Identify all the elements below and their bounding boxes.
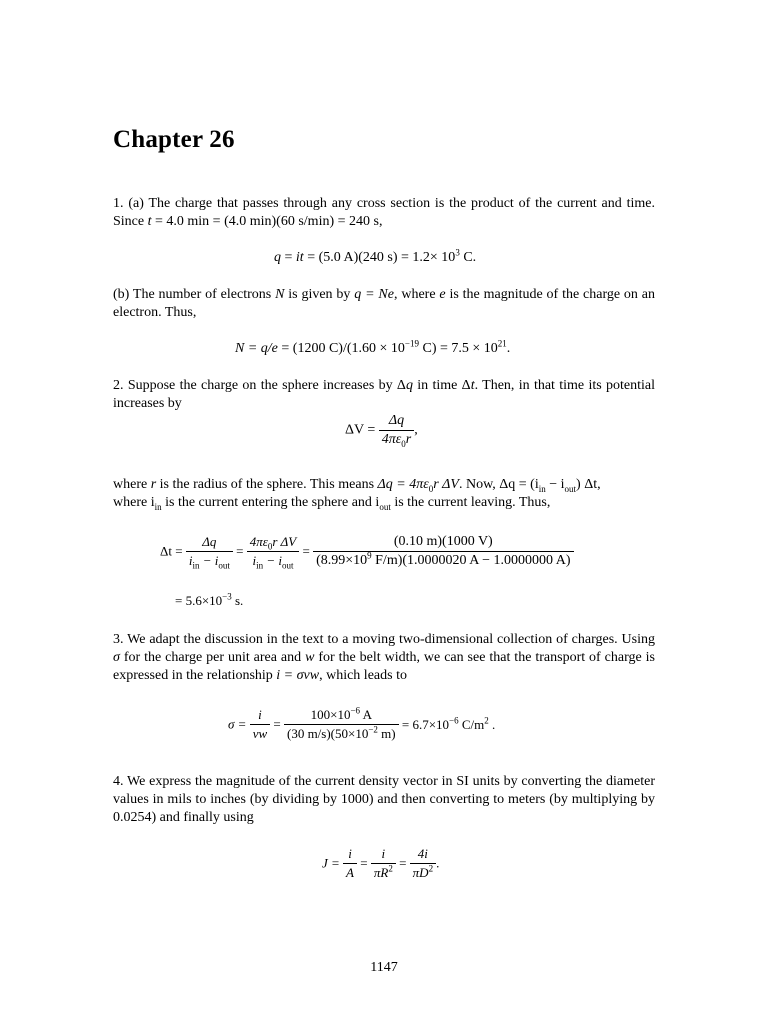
equation-time-result: = $5.6\times 10^{-3}$ s.: [175, 591, 244, 608]
problem-1a-text: 1. (a) The charge that passes through any cross section is the product of the current and time. Since t = 4.0 min = (4.0 min)(60 s/min) = 240 s,: [113, 196, 655, 229]
equation-current-density: J = $\frac{i}{A}$ = $\frac{i}{\pi R^2}$ = $\frac{4i}{\pi D^2}$ .: [322, 846, 440, 880]
equation-electrons: N = q/e = (1200 $C)/(1.60 \times 10^{-19}$ $C) = 7.5 \times 10^{21}$.: [235, 338, 511, 356]
chapter-title: Chapter 26: [113, 126, 235, 153]
equation-charge: q = it = (5.0 A)(240 $s) = 1.2\times 10^3$ C.: [274, 247, 477, 265]
fraction-potential: $\frac{\Delta q}{4\pi\varepsilon_0r}$: [379, 412, 414, 449]
equation-potential: ΔV = $\frac{\Delta q}{4\pi\varepsilon_0r}$ ,: [345, 413, 418, 449]
problem-2-text-2: where r is the radius of the sphere. This means $\Delta q = 4\pi\varepsilon_0r$ ΔV. Now, $\Delta q = (i_{in} - i_{out})$ Δt, where $i_{in}$ is the current entering the sphere and $i_{out}$ is the current leaving. Thus,: [113, 477, 601, 512]
equation-time: Δt = $\frac{\Delta q}{i_{in} - i_{out}}$ = $\frac{4\pi\varepsilon_0r \Delta V}{i_{in} - i_{out}}$ = $\frac{(0.10 m)(1000 V)}{(8.99\times 10^9 F/m)(1.0000020 A - 1.0000000 A)}$: [160, 533, 574, 570]
problem-1b-text: (b) The number of electrons N is given by q = Ne, where e is the magnitude of the charge on an electron. Thus,: [113, 287, 655, 320]
problem-3-text: 3. We adapt the discussion in the text to a moving two-dimensional collection of charges. Using σ for the charge per unit area and w for the belt width, we can see that the transport of charge is expressed in the relationship i = σvw, which leads to: [113, 632, 655, 683]
problem-2-text: 2. Suppose the charge on the sphere increases by Δq in time Δt. Then, in that time its potential increases by: [113, 378, 655, 411]
problem-4-text: 4. We express the magnitude of the current density vector in SI units by converting the diameter values in mils to inches (by dividing by 1000) and then converting to meters (by multiplying by 0.0254) and finally using: [113, 774, 655, 825]
equation-charge-density: σ = $\frac{i}{vw}$ = $\frac{100\times 10^{-6} A}{(30 m/s)(50\times 10^{-2} m)}$ = $6.7\times 10^{-6}$ $C/m^2$ .: [228, 705, 496, 741]
page-number: 1147: [370, 960, 398, 975]
